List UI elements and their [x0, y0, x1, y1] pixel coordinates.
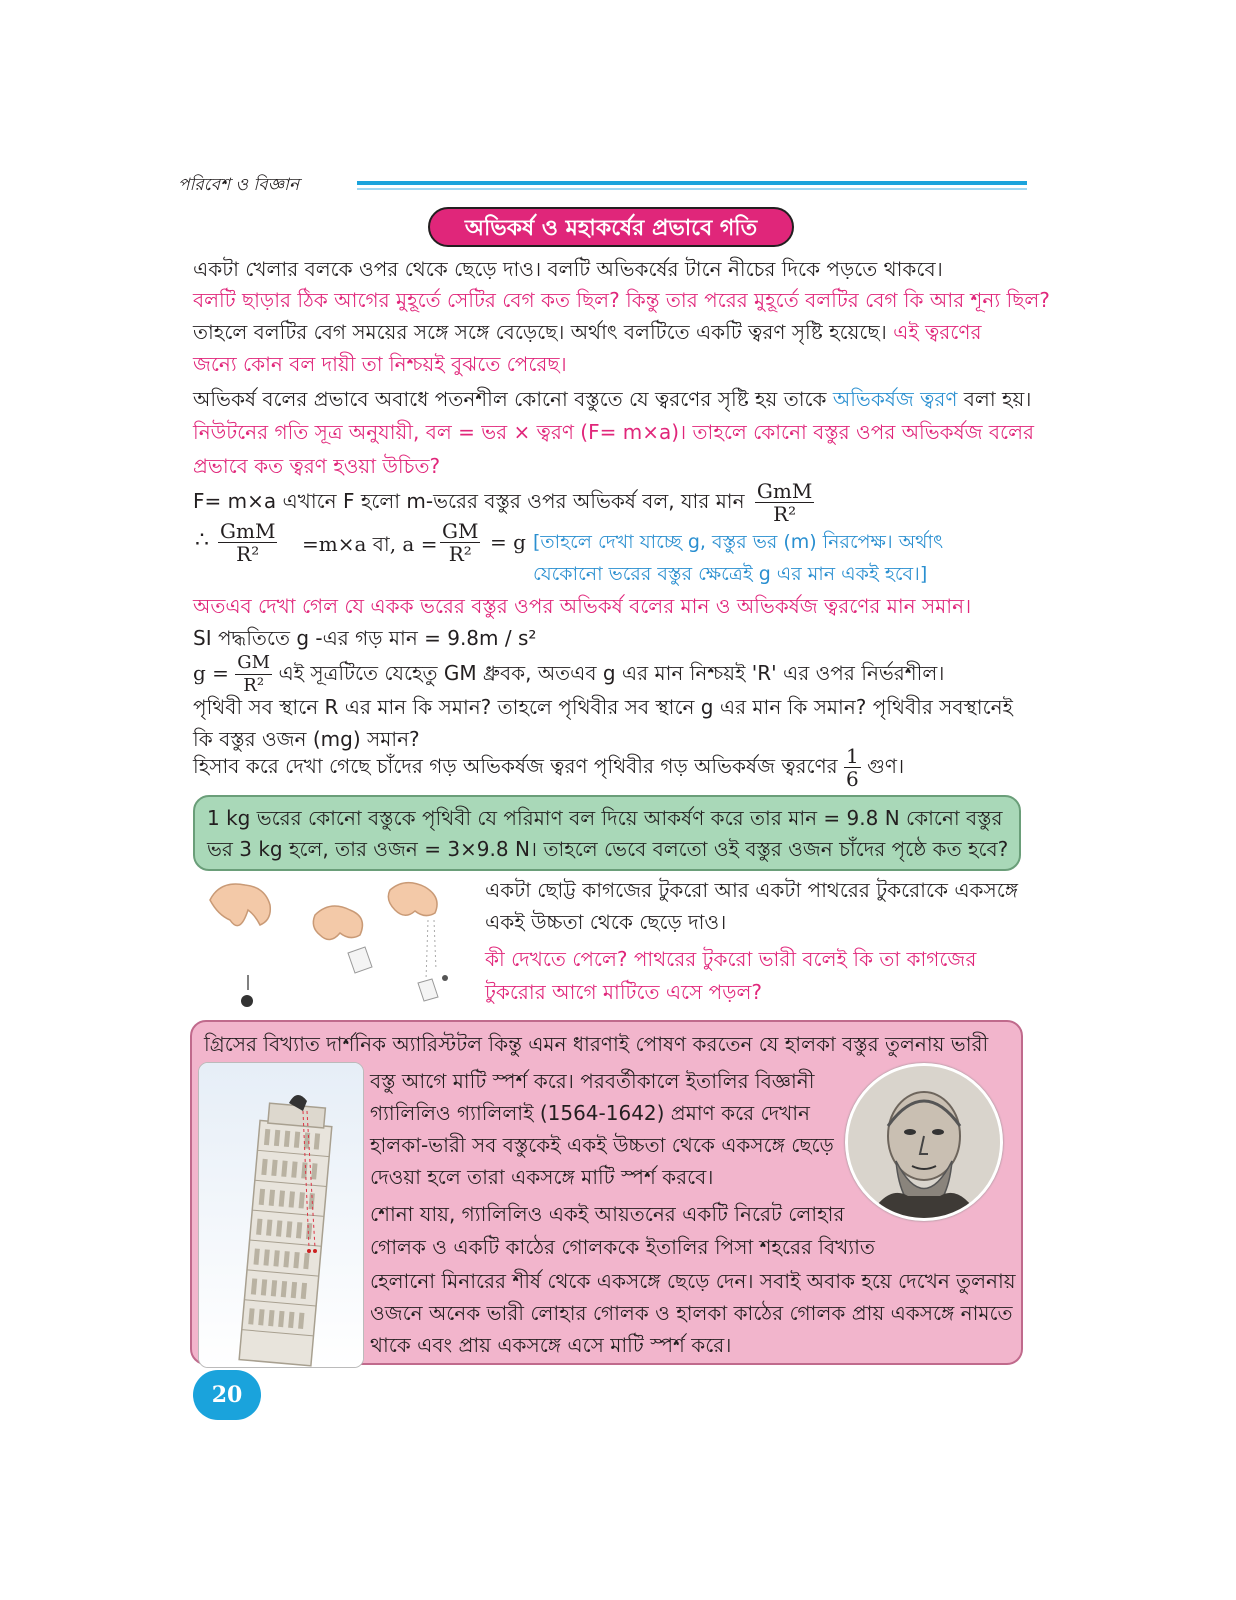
experiment-question-2: টুকরোর আগে মাটিতে এসে পড়ল?	[485, 980, 763, 1004]
experiment-question-1: কী দেখতে পেলে? পাথরের টুকরো ভারী বলেই কি তা কাগজের	[485, 947, 977, 971]
weight-question-box	[193, 795, 1021, 871]
formula2-eq-g: = g	[490, 530, 526, 554]
fraction-denominator: R²	[448, 542, 472, 566]
book-title: পরিবেশ ও বিজ্ঞান	[178, 175, 300, 195]
fraction-denominator: R²	[236, 542, 260, 566]
fraction-denominator: R²	[773, 502, 797, 526]
fraction-denominator: R²	[243, 675, 265, 696]
conclusion-line: অতএব দেখা গেল যে একক ভরের বস্তুর ওপর অভিকর্ষ বলের মান ও অভিকর্ষজ ত্বরণের মান সমান।	[193, 594, 972, 618]
formula-line-1	[193, 480, 814, 525]
moon-suffix: গুণ।	[867, 754, 905, 778]
fraction-numerator: GM	[442, 519, 479, 543]
green-box-line1: 1 kg ভরের কোনো বস্তুকে পৃথিবী যে পরিমাণ বল দিয়ে আকর্ষণ করে তার মান = 9.8 N কোনো বস্তুর	[207, 806, 1003, 830]
earth-line-2: কি বস্তুর ওজন (mg) সমান?	[193, 727, 420, 751]
para1-line1: একটা খেলার বলকে ওপর থেকে ছেড়ে দাও। বলটি অভিকর্ষের টানে নীচের দিকে পড়তে থাকবে।	[193, 257, 943, 281]
pink-box-line5: দেওয়া হলে তারা একসঙ্গে মাটি স্পর্শ করবে।	[370, 1165, 714, 1189]
experiment-line-2: একই উচ্চতা থেকে ছেড়ে দাও।	[485, 910, 727, 934]
pink-box-line1: গ্রিসের বিখ্যাত দার্শনিক অ্যারিস্টটল কিন্তু এমন ধারণাই পোষণ করতেন যে হালকা বস্তুর তুলনায় ভারী	[204, 1032, 989, 1056]
falling-objects-illustration	[200, 875, 470, 1015]
para2-line1-end: বলা হয়।	[957, 387, 1032, 411]
section-title: অভিকর্ষ ও মহাকর্ষের প্রভাবে গতি	[428, 207, 794, 247]
g-lhs: g =	[193, 661, 229, 685]
si-value-line: SI পদ্ধতিতে g -এর গড় মান = 9.8m / s²	[193, 626, 537, 650]
para2-line1-text: অভিকর্ষ বলের প্রভাবে অবাধে পতনশীল কোনো বস্তুতে যে ত্বরণের সৃষ্টি হয় তাকে	[193, 387, 833, 411]
pink-box-line4: হালকা-ভারী সব বস্তুকেই একই উচ্চতা থেকে একসঙ্গে ছেড়ে	[370, 1133, 834, 1157]
therefore-symbol: ∴	[195, 528, 209, 553]
pink-box-line10: থাকে এবং প্রায় একসঙ্গে এসে মাটি স্পর্শ করে।	[370, 1333, 732, 1357]
formula2-fraction-1	[218, 520, 277, 565]
para1-line4: জন্যে কোন বল দায়ী তা নিশ্চয়ই বুঝতে পেরেছ।	[193, 352, 567, 376]
pink-box-line6: শোনা যায়, গ্যালিলিও একই আয়তনের একটি নিরেট লোহার	[370, 1202, 845, 1226]
formula1-text: F= m×a এখানে F হলো m-ভরের বস্তুর ওপর অভিকর্ষ বল, যার মান	[193, 489, 745, 513]
gravity-force-fraction	[755, 480, 814, 525]
para1-line2: বলটি ছাড়ার ঠিক আগের মুহূর্তে সেটির বেগ কত ছিল? কিন্তু তার পরের মুহূর্তে বলটির বেগ কি আর শূন্য ছিল?	[193, 288, 1050, 312]
galileo-portrait	[845, 1063, 1003, 1221]
pink-box-line8: হেলানো মিনারের শীর্ষ থেকে একসঙ্গে ছেড়ে দেন। সবাই অবাক হয়ে দেখেন তুলনায়	[370, 1269, 1016, 1293]
g-formula-line	[193, 652, 944, 697]
galileo-face-drawing	[848, 1066, 1000, 1218]
fraction-denominator: 6	[846, 767, 859, 791]
moon-text: হিসাব করে দেখা গেছে চাঁদের গড় অভিকর্ষজ ত্বরণ পৃথিবীর গড় অভিকর্ষজ ত্বরণের	[193, 754, 838, 778]
page-number: 20	[193, 1370, 261, 1420]
para2-line1	[193, 384, 1031, 414]
fraction-numerator: GM	[237, 652, 271, 673]
experiment-line-1: একটা ছোট্ট কাগজের টুকরো আর একটা পাথরের টুকরোকে একসঙ্গে	[485, 878, 1019, 902]
earth-line-1: পৃথিবী সব স্থানে R এর মান কি সমান? তাহলে পৃথিবীর সব স্থানে g এর মান কি সমান? পৃথিবীর সবস্থানেই	[193, 695, 1013, 719]
para1-line3	[193, 317, 981, 347]
fraction-numerator: 1	[846, 744, 859, 768]
formula2-fraction-2	[440, 520, 480, 565]
formula2-note-line2: যেকোনো ভরের বস্তুর ক্ষেত্রেই g এর মান একই হবে।]	[533, 563, 928, 585]
moon-line	[193, 745, 904, 790]
green-box-line2: ভর 3 kg হলে, তার ওজন = 3×9.8 N। তাহলে ভেবে বলতো ওই বস্তুর ওজন চাঁদের পৃষ্ঠে কত হবে?	[207, 837, 1009, 861]
formula2-note-line1: [তাহলে দেখা যাচ্ছে g, বস্তুর ভর (m) নিরপেক্ষ। অর্থাৎ	[533, 531, 944, 553]
header-rule	[357, 181, 1027, 191]
pink-box-line2: বস্তু আগে মাটি স্পর্শ করে। পরবর্তীকালে ইতালির বিজ্ঞানী	[370, 1069, 815, 1093]
para2-line2: নিউটনের গতি সূত্র অনুযায়ী, বল = ভর × ত্বরণ (F= m×a)। তাহলে কোনো বস্তুর ওপর অভিকর্ষজ বলের	[193, 420, 1034, 444]
term-gravity-acceleration: অভিকর্ষজ ত্বরণ	[832, 387, 958, 411]
para2-line3: প্রভাবে কত ত্বরণ হওয়া উচিত?	[193, 454, 441, 478]
leaning-tower-image	[198, 1062, 364, 1368]
formula2-middle: =m×a বা, a =	[302, 532, 438, 556]
pink-box-line7: গোলক ও একটি কাঠের গোলককে ইতালির পিসা শহরের বিখ্যাত	[370, 1235, 875, 1259]
pink-box-line9: ওজনে অনেক ভারী লোহার গোলক ও হালকা কাঠের গোলক প্রায় একসঙ্গে নামতে	[370, 1301, 1013, 1325]
pisa-tower-drawing	[199, 1063, 363, 1367]
pink-box-line3: গ্যালিলিও গ্যালিলাই (1564-1642) প্রমাণ করে দেখান	[370, 1101, 810, 1125]
fraction-numerator: GmM	[220, 519, 276, 543]
para1-line3-highlight: এই ত্বরণের	[893, 320, 982, 344]
g-formula-text: এই সূত্রটিতে যেহেতু GM ধ্রুবক, অতএব g এর মান নিশ্চয়ই 'R' এর ওপর নির্ভরশীল।	[278, 661, 945, 685]
moon-fraction	[844, 745, 861, 790]
fraction-numerator: GmM	[756, 479, 813, 503]
g-fraction	[235, 652, 272, 697]
para1-line3-text: তাহলে বলটির বেগ সময়ের সঙ্গে সঙ্গে বেড়েছে। অর্থাৎ বলটিতে একটি ত্বরণ সৃষ্টি হয়েছে।	[193, 320, 894, 344]
